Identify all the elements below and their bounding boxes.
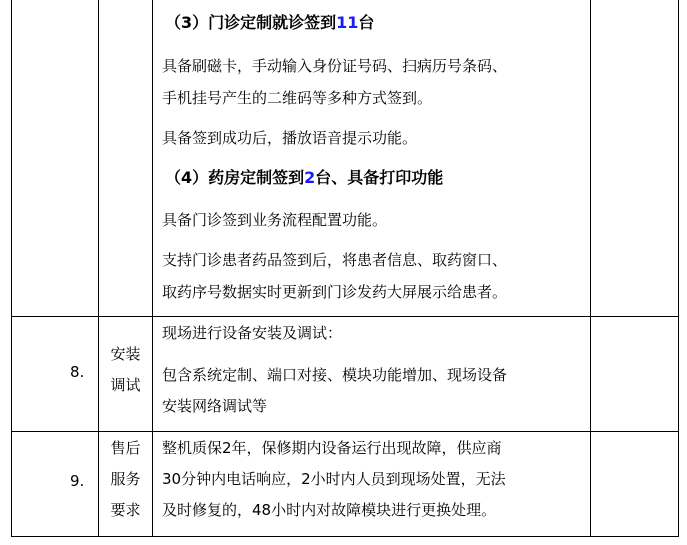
row-divider-8	[11, 316, 679, 317]
paragraph-checkin-methods-line1: 具备刷磁卡，手动输入身份证号码、扫病历号条码、	[162, 57, 508, 75]
table-border-right	[678, 0, 679, 537]
row8-item-line1: 安装	[110, 345, 141, 363]
row8-content-line3: 安装网络调试等	[162, 397, 268, 415]
row9-item-line3: 要求	[110, 501, 141, 519]
paragraph-voice-prompt: 具备签到成功后，播放语音提示功能。	[162, 129, 418, 147]
column-divider-item	[152, 0, 153, 537]
row8-number: 8.	[70, 363, 85, 381]
row9-content-line1: 整机质保2年，保修期内设备运行出现故障，供应商	[162, 439, 502, 457]
heading4-number: 2	[304, 168, 316, 187]
column-divider-content	[590, 0, 591, 537]
row8-item-line2: 调试	[110, 376, 141, 394]
paragraph-workflow-config: 具备门诊签到业务流程配置功能。	[162, 211, 388, 229]
heading-pharmacy-checkin	[165, 167, 443, 189]
row9-content-line2: 30分钟内电话响应，2小时内人员到现场处置，无法	[162, 470, 506, 488]
heading-outpatient-checkin	[165, 12, 374, 34]
row9-number: 9.	[70, 472, 85, 490]
paragraph-pharmacy-display-line2: 取药序号数据实时更新到门诊发药大屏展示给患者。	[162, 283, 508, 301]
heading4-suffix: 台、具备打印功能	[315, 168, 444, 187]
row-divider-9	[11, 431, 679, 432]
heading3-prefix: （3）门诊定制就诊签到	[165, 13, 337, 32]
row9-content-line3: 及时修复的，48小时内对故障模块进行更换处理。	[162, 501, 497, 519]
paragraph-pharmacy-display-line1: 支持门诊患者药品签到后，将患者信息、取药窗口、	[162, 251, 508, 269]
heading4-prefix: （4）药房定制签到	[165, 168, 305, 187]
row8-content-line1: 现场进行设备安装及调试：	[162, 324, 343, 342]
row8-content-line2: 包含系统定制、端口对接、模块功能增加、现场设备	[162, 366, 508, 384]
table-border-bottom	[11, 536, 679, 537]
row9-item-line2: 服务	[110, 470, 141, 488]
heading3-number: 11	[336, 13, 359, 32]
row9-item-line1: 售后	[110, 439, 141, 457]
heading3-suffix: 台	[358, 13, 375, 32]
paragraph-checkin-methods-line2: 手机挂号产生的二维码等多种方式签到。	[162, 89, 433, 107]
table-border-left	[11, 0, 12, 537]
